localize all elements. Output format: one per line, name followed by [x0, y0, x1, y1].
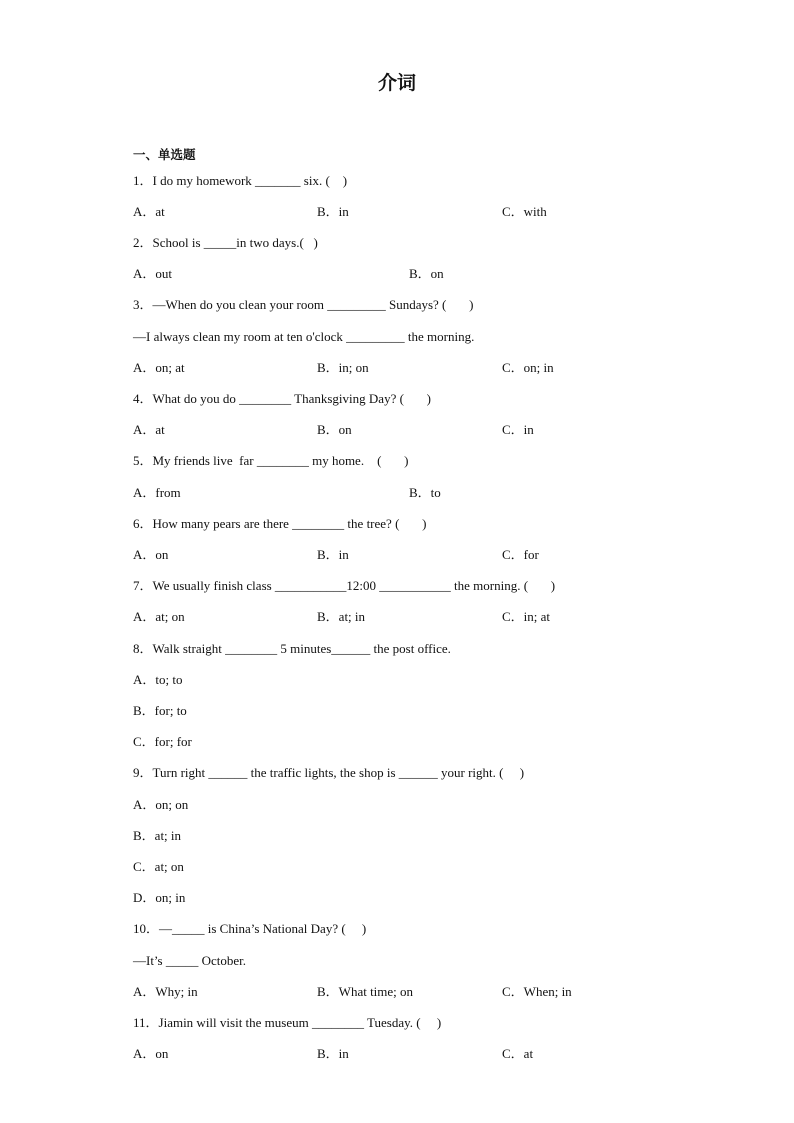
q9-option-a[interactable]: A．on; on — [133, 797, 189, 812]
q8-option-b[interactable]: B．for; to — [133, 703, 187, 718]
q4-option-b[interactable]: B．on — [317, 422, 352, 437]
q7-option-b[interactable]: B．at; in — [317, 609, 366, 624]
q8-option-c[interactable]: C．for; for — [133, 734, 192, 749]
q7-option-c[interactable]: C．in; at — [502, 609, 551, 624]
q11-option-b[interactable]: B．in — [317, 1046, 349, 1061]
q10-option-a[interactable]: A．Why; in — [133, 984, 198, 999]
q6-option-c[interactable]: C．for — [502, 547, 539, 562]
q7-option-a[interactable]: A．at; on — [133, 609, 185, 624]
question-11: 11．Jiamin will visit the museum ________ Tuesday. ( ) — [133, 1015, 442, 1030]
section-heading: 一、单选题 — [133, 147, 196, 162]
q9-option-c[interactable]: C．at; on — [133, 859, 184, 874]
q1-option-a[interactable]: A．at — [133, 204, 165, 219]
q4-option-a[interactable]: A．at — [133, 422, 165, 437]
question-5: 5．My friends live far ________ my home. ( ) — [133, 453, 409, 468]
q2-option-b[interactable]: B．on — [409, 266, 444, 281]
question-7: 7．We usually finish class ___________12:00 ___________ the morning. ( ) — [133, 578, 556, 593]
q9-option-b[interactable]: B．at; in — [133, 828, 182, 843]
q6-option-a[interactable]: A．on — [133, 547, 169, 562]
q8-option-a[interactable]: A．to; to — [133, 672, 183, 687]
q9-option-d[interactable]: D．on; in — [133, 890, 186, 905]
q11-option-a[interactable]: A．on — [133, 1046, 169, 1061]
question-10: 10．—_____ is China’s National Day? ( ) — [133, 921, 367, 936]
question-1: 1．I do my homework _______ six. ( ) — [133, 173, 348, 188]
question-6: 6．How many pears are there ________ the tree? ( ) — [133, 516, 427, 531]
q3-option-a[interactable]: A．on; at — [133, 360, 185, 375]
q5-option-b[interactable]: B．to — [409, 485, 441, 500]
q4-option-c[interactable]: C．in — [502, 422, 534, 437]
question-2: 2．School is _____in two days.( ) — [133, 235, 318, 250]
q11-option-c[interactable]: C．at — [502, 1046, 534, 1061]
question-3-line-2: —I always clean my room at ten o'clock _________ the morning. — [133, 329, 475, 344]
question-4: 4．What do you do ________ Thanksgiving Day? ( ) — [133, 391, 431, 406]
question-9: 9．Turn right ______ the traffic lights, the shop is ______ your right. ( ) — [133, 765, 525, 780]
question-10-line-2: —It’s _____ October. — [133, 953, 247, 968]
question-3: 3．—When do you clean your room _________ Sundays? ( ) — [133, 297, 474, 312]
q3-option-c[interactable]: C．on; in — [502, 360, 554, 375]
q6-option-b[interactable]: B．in — [317, 547, 349, 562]
q3-option-b[interactable]: B．in; on — [317, 360, 369, 375]
q1-option-c[interactable]: C．with — [502, 204, 547, 219]
q10-option-c[interactable]: C．When; in — [502, 984, 572, 999]
q5-option-a[interactable]: A．from — [133, 485, 181, 500]
q1-option-b[interactable]: B．in — [317, 204, 349, 219]
q10-option-b[interactable]: B．What time; on — [317, 984, 414, 999]
page-title: 介词 — [377, 72, 416, 94]
q2-option-a[interactable]: A．out — [133, 266, 173, 281]
question-8: 8．Walk straight ________ 5 minutes______ the post office. — [133, 641, 451, 656]
